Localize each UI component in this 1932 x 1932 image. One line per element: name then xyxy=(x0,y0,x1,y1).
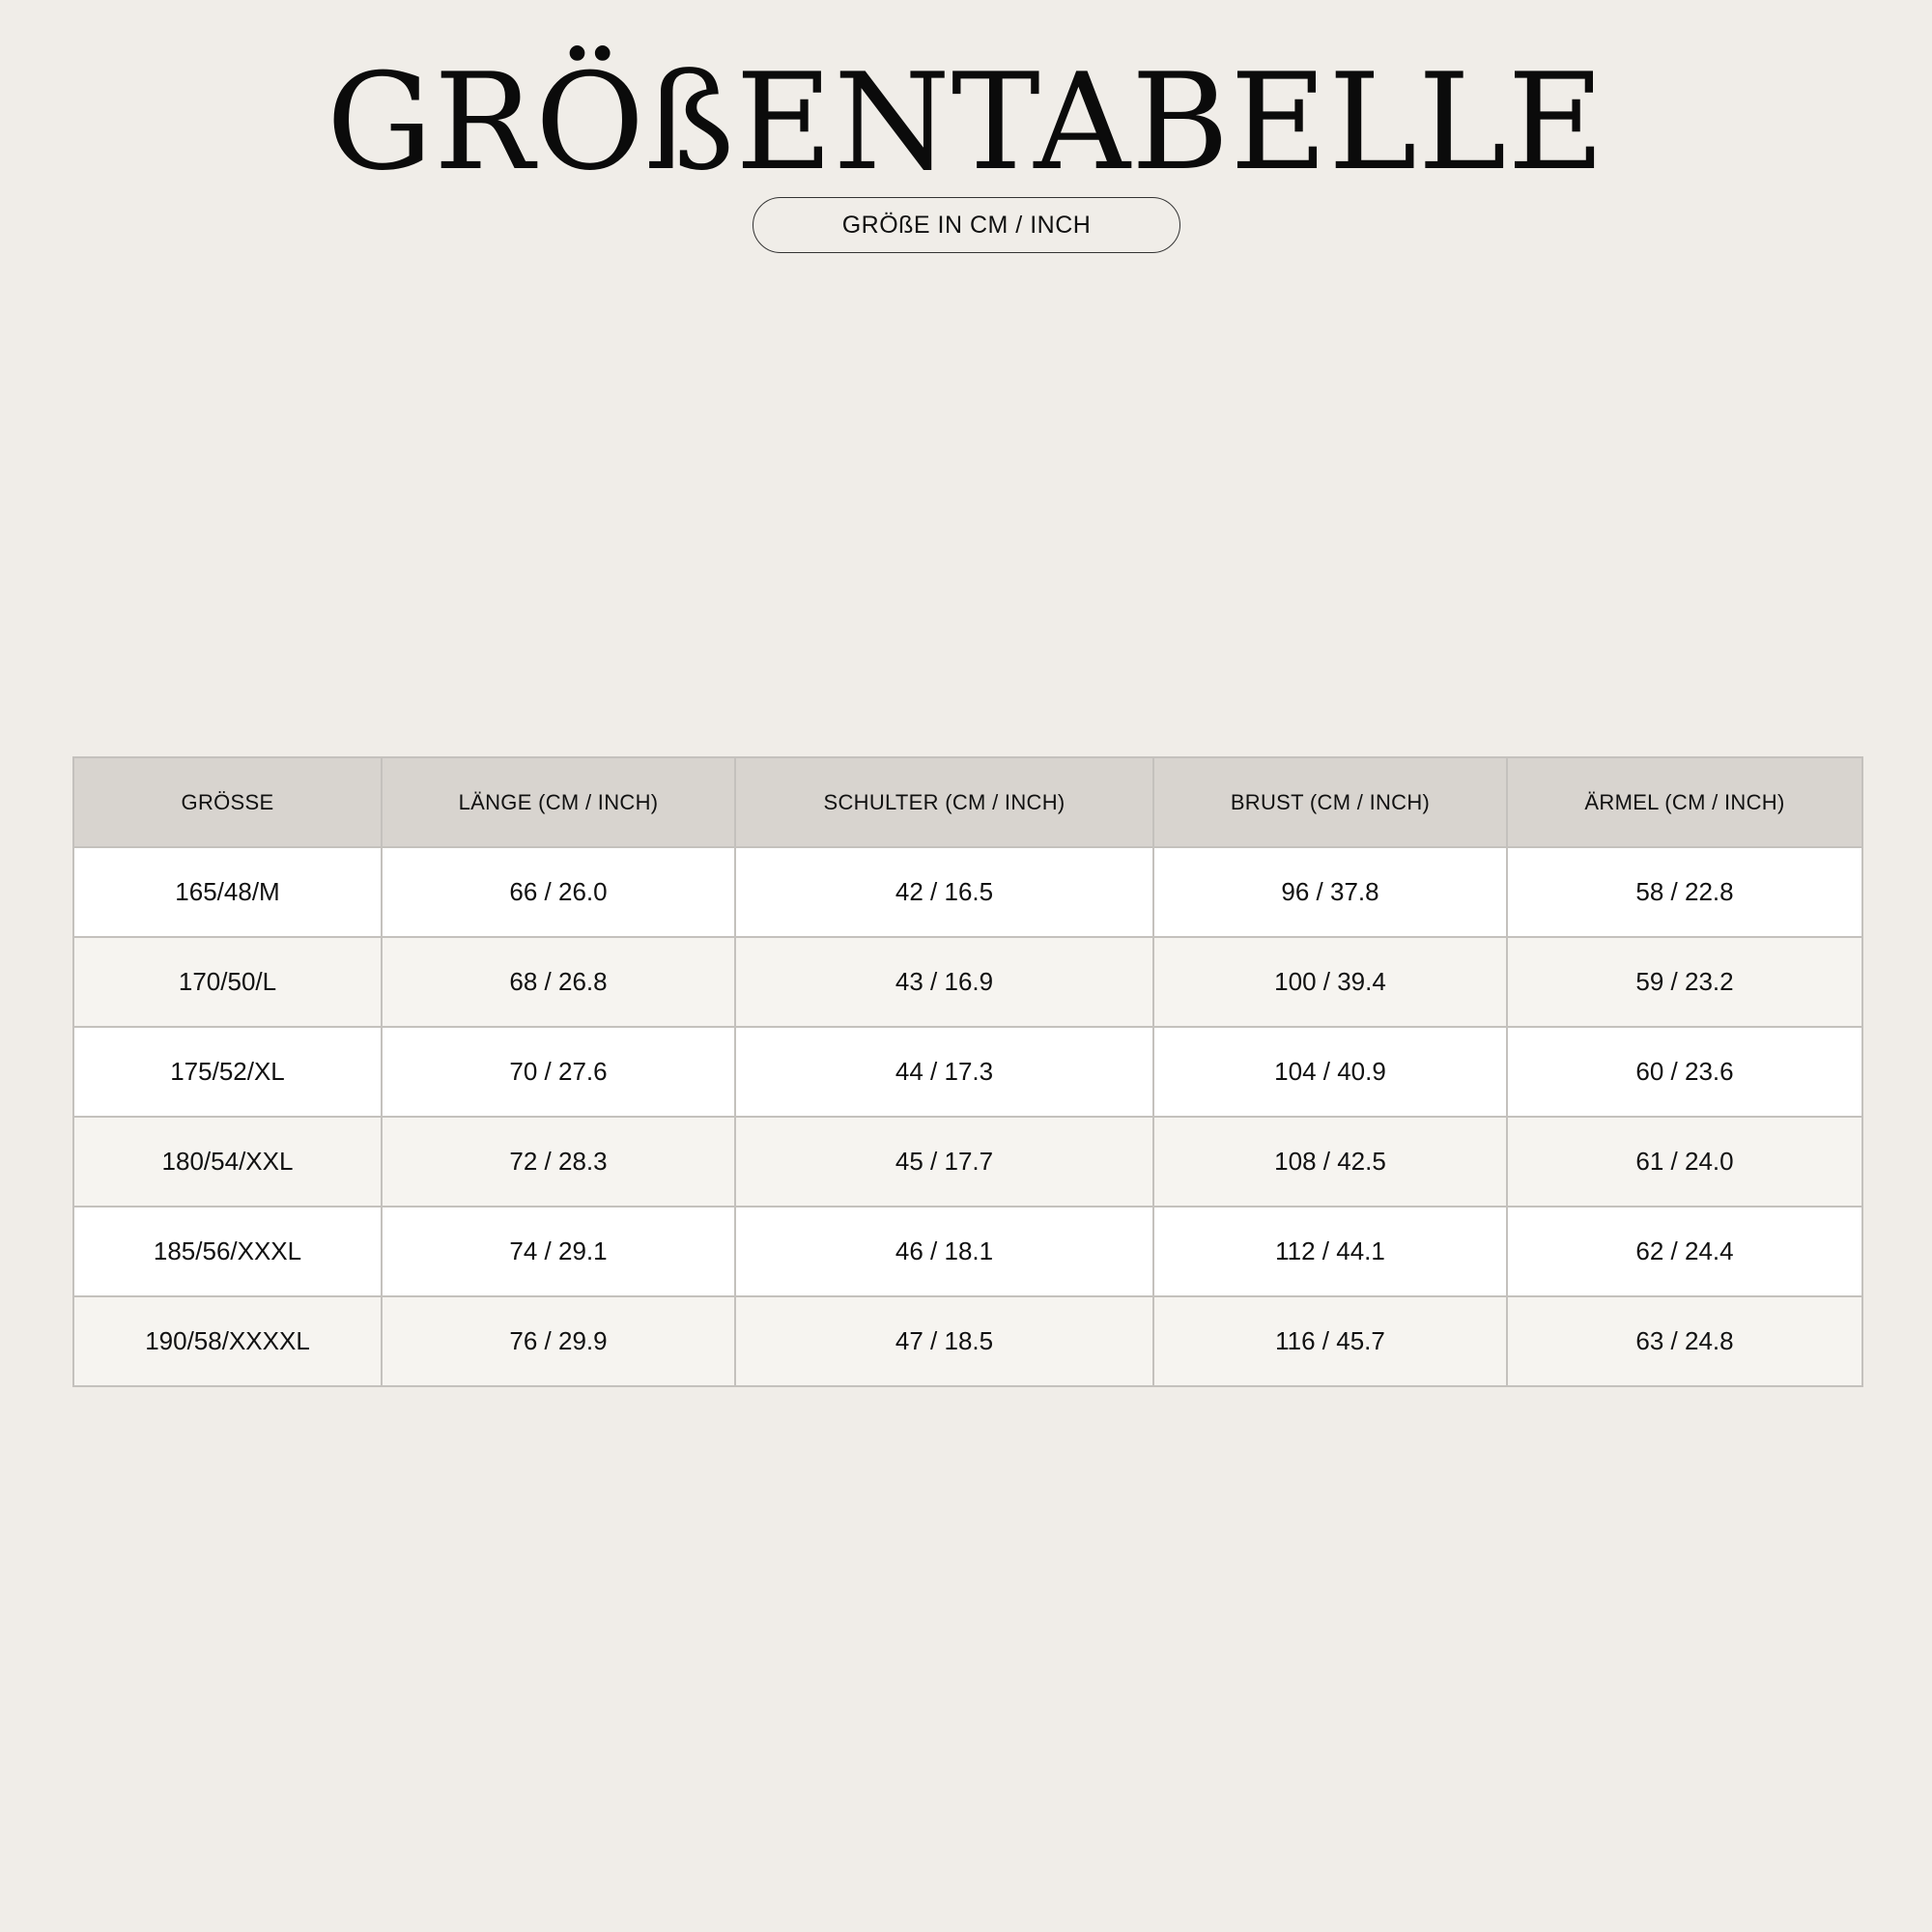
table-row xyxy=(73,937,1862,1027)
table-row xyxy=(73,1027,1862,1117)
cell-length: 74 / 29.1 xyxy=(382,1207,735,1296)
cell-shoulder: 45 / 17.7 xyxy=(735,1117,1153,1207)
cell-length: 76 / 29.9 xyxy=(382,1296,735,1386)
cell-sleeve: 61 / 24.0 xyxy=(1507,1117,1862,1207)
column-header-length: LÄNGE (CM / INCH) xyxy=(382,757,735,847)
cell-size: 170/50/L xyxy=(73,937,382,1027)
cell-size: 185/56/XXXL xyxy=(73,1207,382,1296)
cell-size: 165/48/M xyxy=(73,847,382,937)
column-header-sleeve: ÄRMEL (CM / INCH) xyxy=(1507,757,1862,847)
column-header-shoulder: SCHULTER (CM / INCH) xyxy=(735,757,1153,847)
cell-size: 180/54/XXL xyxy=(73,1117,382,1207)
cell-size: 175/52/XL xyxy=(73,1027,382,1117)
cell-length: 72 / 28.3 xyxy=(382,1117,735,1207)
cell-size: 190/58/XXXXL xyxy=(73,1296,382,1386)
cell-sleeve: 60 / 23.6 xyxy=(1507,1027,1862,1117)
cell-chest: 108 / 42.5 xyxy=(1153,1117,1507,1207)
cell-chest: 112 / 44.1 xyxy=(1153,1207,1507,1296)
cell-sleeve: 63 / 24.8 xyxy=(1507,1296,1862,1386)
table-row xyxy=(73,1296,1862,1386)
cell-chest: 96 / 37.8 xyxy=(1153,847,1507,937)
cell-sleeve: 58 / 22.8 xyxy=(1507,847,1862,937)
column-header-size: GRÖSSE xyxy=(73,757,382,847)
table-row xyxy=(73,847,1862,937)
cell-shoulder: 47 / 18.5 xyxy=(735,1296,1153,1386)
cell-shoulder: 43 / 16.9 xyxy=(735,937,1153,1027)
cell-chest: 100 / 39.4 xyxy=(1153,937,1507,1027)
cell-shoulder: 46 / 18.1 xyxy=(735,1207,1153,1296)
cell-length: 66 / 26.0 xyxy=(382,847,735,937)
cell-shoulder: 42 / 16.5 xyxy=(735,847,1153,937)
table-row xyxy=(73,1117,1862,1207)
cell-length: 70 / 27.6 xyxy=(382,1027,735,1117)
cell-chest: 104 / 40.9 xyxy=(1153,1027,1507,1117)
table-header-row xyxy=(73,757,1862,847)
cell-sleeve: 59 / 23.2 xyxy=(1507,937,1862,1027)
unit-label-pill xyxy=(753,197,1180,253)
cell-chest: 116 / 45.7 xyxy=(1153,1296,1507,1386)
table-row xyxy=(73,1207,1862,1296)
cell-sleeve: 62 / 24.4 xyxy=(1507,1207,1862,1296)
cell-shoulder: 44 / 17.3 xyxy=(735,1027,1153,1117)
page-title: GRÖßENTABELLE xyxy=(326,44,1606,200)
size-chart-table xyxy=(72,756,1863,1387)
cell-length: 68 / 26.8 xyxy=(382,937,735,1027)
column-header-chest: BRUST (CM / INCH) xyxy=(1153,757,1507,847)
unit-label-text: GRÖßE IN CM / INCH xyxy=(841,211,1092,239)
